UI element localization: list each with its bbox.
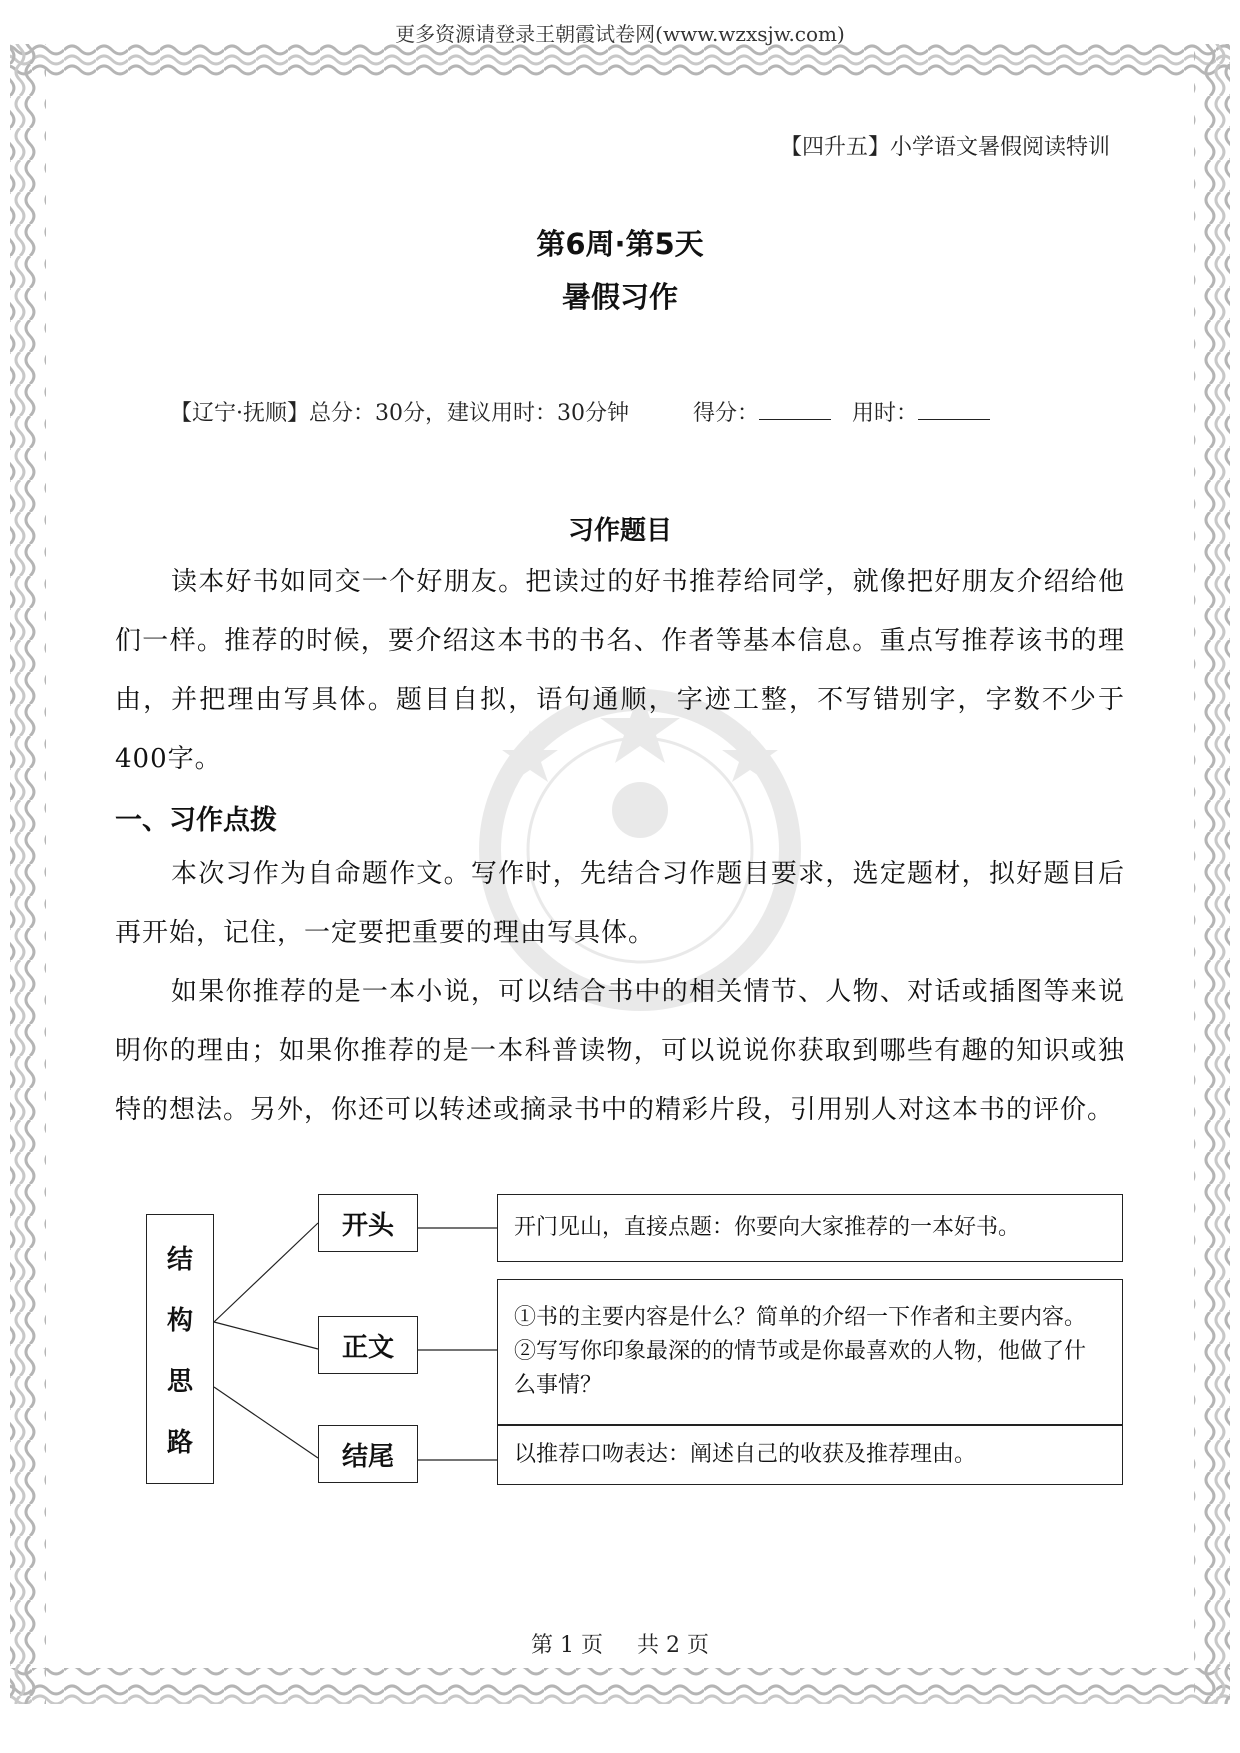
node-opening: 开头 — [318, 1194, 418, 1252]
desc-line: 开门见山，直接点题：你要向大家推荐的一本好书。 — [514, 1215, 1021, 1240]
series-label: 【四升五】小学语文暑假阅读特训 — [779, 135, 1110, 160]
root-char: 路 — [166, 1428, 193, 1458]
score-label: 得分： — [692, 401, 759, 426]
desc-opening — [497, 1194, 1123, 1262]
guide-paragraph-1: 本次习作为自命题作文。写作时，先结合习作题目要求，选定题材，拟好题目后再开始，记住，一定要把重要的理由写具体。 — [115, 859, 1125, 948]
time-label: 用时： — [852, 401, 919, 426]
exam-region-score-time: 【辽宁·抚顺】总分：30分，建议用时：30分钟 — [170, 401, 629, 426]
prompt-paragraph: 读本好书如同交一个好朋友。把读过的好书推荐给同学，就像把好朋友介绍给他们一样。推荐的时候，要介绍这本书的书名、作者等基本信息。重点写推荐该书的理由，并把理由写具体。题目自拟，语句通顺，字迹工整，不写错别字，字数不少于400字。 — [115, 567, 1125, 774]
guide-paragraph-2: 如果你推荐的是一本小说，可以结合书中的相关情节、人物、对话或插图等来说明你的理由；如果你推荐的是一本科普读物，可以说说你获取到哪些有趣的知识或独特的想法。另外，你还可以转述或摘录书中的精彩片段，引用别人对这本书的评价。 — [115, 977, 1125, 1125]
heading-guidance: 一、习作点拨 — [115, 805, 277, 836]
node-body: 正文 — [318, 1316, 418, 1374]
node-ending: 结尾 — [318, 1425, 418, 1483]
page-footer — [0, 1628, 1240, 1659]
root-char: 构 — [166, 1306, 193, 1336]
desc-line: ①书的主要内容是什么？简单的介绍一下作者和主要内容。 — [514, 1305, 1087, 1330]
root-char: 结 — [166, 1245, 193, 1275]
desc-body — [497, 1279, 1123, 1425]
diagram-root-box — [146, 1214, 214, 1484]
root-char: 思 — [166, 1367, 193, 1397]
title-week-day: 第6周·第5天 — [536, 227, 704, 261]
page-total: 共 2 页 — [637, 1633, 709, 1658]
desc-line: ②写写你印象最深的的情节或是你最喜欢的人物，他做了什么事情？ — [514, 1339, 1087, 1398]
section-title: 习作题目 — [567, 516, 672, 546]
page-title: 暑假习作 — [561, 280, 678, 314]
site-banner: 更多资源请登录王朝霞试卷网(www.wzxsjw.com) — [395, 22, 845, 46]
page-current: 第 1 页 — [531, 1633, 603, 1658]
desc-line: 以推荐口吻表达：阐述自己的收获及推荐理由。 — [514, 1442, 977, 1467]
desc-ending — [497, 1425, 1123, 1485]
